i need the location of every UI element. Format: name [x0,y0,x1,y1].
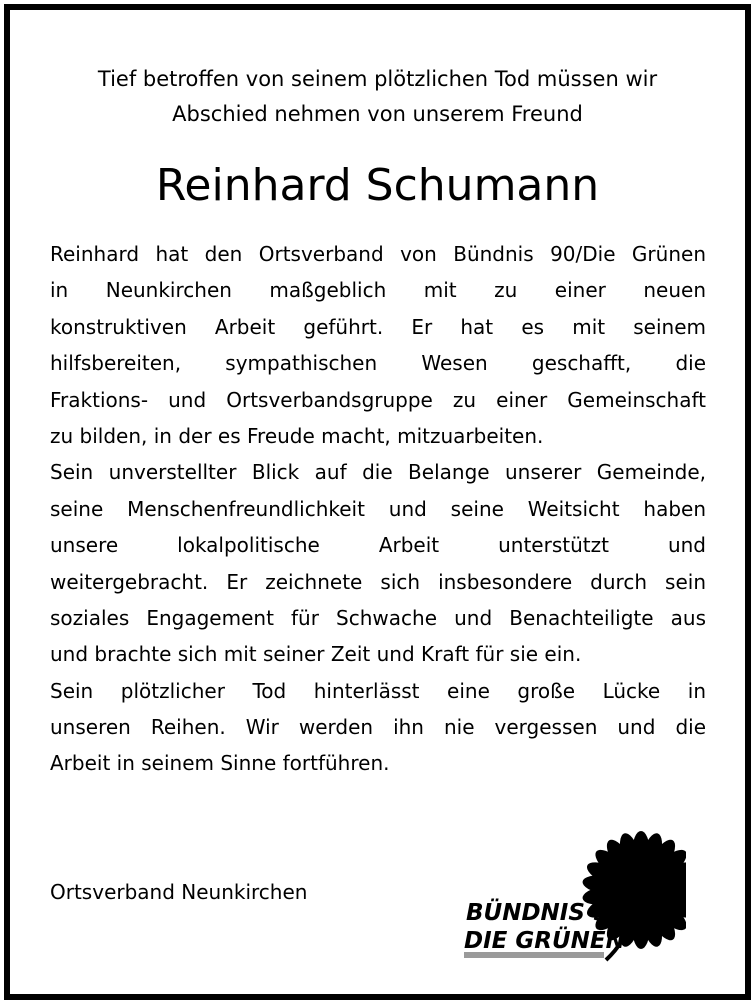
body-line: Sein unverstellter Blick auf die Belange unserer Gemeinde, [50,460,706,485]
body-line: Reinhard hat den Ortsverband von Bündnis 90/Die Grünen [50,242,706,266]
body-line: und brachte sich mit seiner Zeit und Kraft für sie ein. [50,642,582,667]
body-line: konstruktiven Arbeit geführt. Er hat es mit seinem [50,314,706,339]
body-line: Fraktions- und Ortsverbandsgruppe zu einer Gemeinschaft [50,387,706,412]
deceased-name: Reinhard Schumann [155,160,600,211]
logo-text-line-2: DIE GRÜNEN [464,928,625,954]
body-line: soziales Engagement für Schwache und Benachteiligte aus [50,605,706,630]
body-line: unseren Reihen. Wir werden ihn nie vergessen und die [50,715,706,740]
body-line: unsere lokalpolitische Arbeit unterstützt und [50,533,706,558]
body-line: hilfsbereiten, sympathischen Wesen geschafft, die [50,351,706,376]
intro-text [10,62,745,132]
body-line: Sein plötzlicher Tod hinterlässt eine große Lücke in [50,678,706,703]
intro-line-1: Tief betroffen von seinem plötzlichen Tod müssen wir [97,67,658,91]
party-logo [456,828,686,966]
sunflower-icon [456,828,686,966]
obituary-frame [4,4,751,1000]
logo-text-line-1: BÜNDNIS 90 [466,900,625,926]
intro-line-2: Abschied nehmen von unserem Freund [172,102,583,126]
obituary-body [50,236,706,782]
body-line: zu bilden, in der es Freude macht, mitzuarbeiten. [50,423,544,448]
body-line: in Neunkirchen maßgeblich mit zu einer neuen [50,278,706,303]
body-line: seine Menschenfreundlichkeit und seine Weitsicht haben [50,496,706,521]
signature: Ortsverband Neunkirchen [50,880,308,904]
body-line: weitergebracht. Er zeichnete sich insbesondere durch sein [50,569,706,594]
body-line: Arbeit in seinem Sinne fortführen. [50,751,390,776]
